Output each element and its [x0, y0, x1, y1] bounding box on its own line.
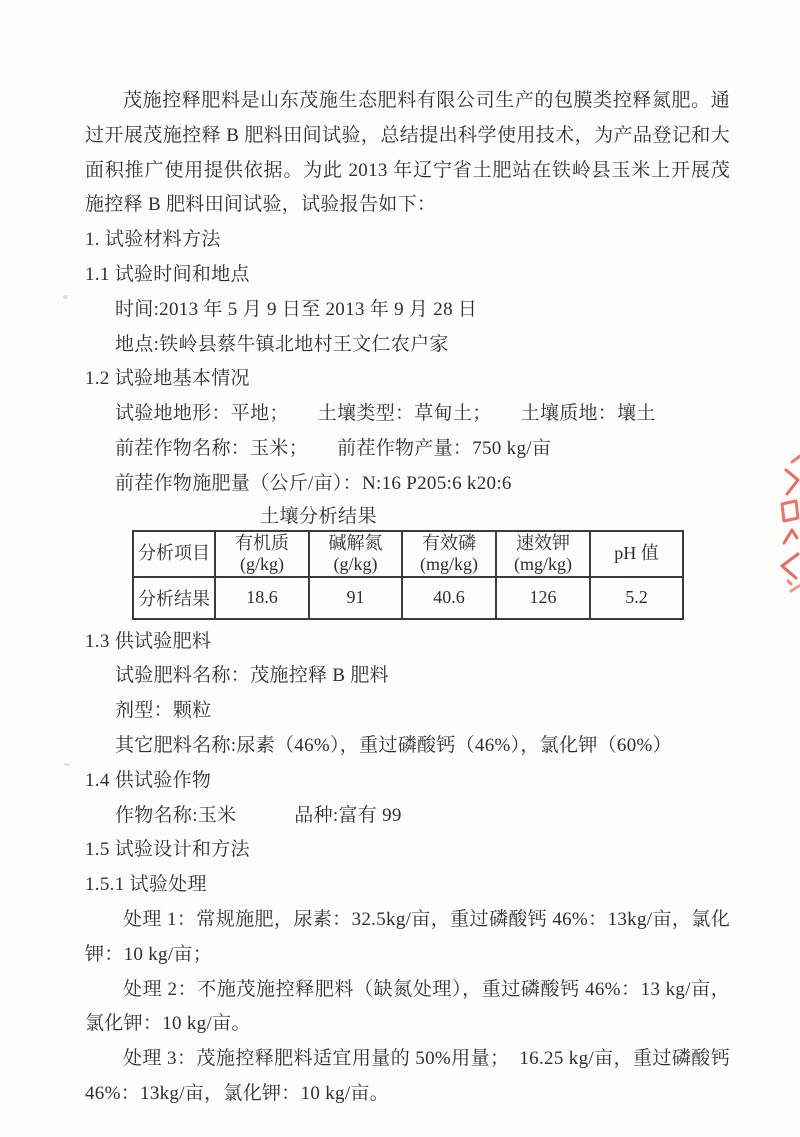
- header-unit: (mg/kg): [514, 553, 572, 574]
- value-ph: 5.2: [590, 577, 683, 619]
- line-previous-crop: 前茬作物名称：玉米； 前茬作物产量：750 kg/亩: [115, 437, 552, 459]
- red-stamp-fragment: [774, 448, 800, 598]
- line-fertilizer-name: 试验肥料名称：茂施控释 B 肥料: [115, 665, 389, 687]
- header-unit: (g/kg): [240, 553, 284, 574]
- header-unit: (g/kg): [333, 553, 378, 574]
- para-treatment-3: 处理 3：茂施控释肥料适宜用量的 50%用量； 16.25 kg/亩，重过磷酸钙 46%：13kg/亩，氯化钾：10 kg/亩。: [85, 1048, 730, 1104]
- heading-test-crop: 1.4 供试验作物: [85, 769, 212, 791]
- line-terrain-soil: 试验地地形：平地； 土壤类型：草甸土； 土壤质地：壤土: [115, 403, 656, 425]
- header-unit: (mg/kg): [420, 553, 478, 574]
- value-available-potassium: 126: [496, 577, 590, 619]
- heading-materials-methods: 1. 试验材料方法: [85, 229, 221, 251]
- para-treatment-1: 处理 1：常规施肥，尿素：32.5kg/亩，重过磷酸钙 46%：13kg/亩，氯化钾：10 kg/亩；: [85, 908, 730, 965]
- scan-speck: [63, 295, 68, 299]
- heading-test-fertilizer: 1.3 供试验肥料: [85, 630, 212, 652]
- table-header-row: [133, 531, 683, 577]
- line-trial-place: 地点:铁岭县蔡牛镇北地村王文仁农户家: [115, 333, 449, 355]
- heading-treatments: 1.5.1 试验处理: [85, 874, 207, 896]
- value-alkali-nitrogen: 91: [309, 577, 402, 619]
- header-label: 碱解氮: [328, 532, 383, 553]
- table-caption: 土壤分析结果: [260, 505, 378, 527]
- table-row: [133, 577, 683, 619]
- header-organic-matter: [215, 531, 309, 577]
- header-available-phosphorus: [402, 531, 496, 577]
- header-label: pH 值: [614, 543, 659, 564]
- header-label: 速效钾: [516, 532, 570, 553]
- row-label-cell: 分析结果: [133, 577, 215, 619]
- line-previous-fertilizer: 前茬作物施肥量（公斤/亩）：N:16 P205:6 k20:6: [115, 472, 512, 494]
- heading-design-method: 1.5 试验设计和方法: [85, 839, 250, 861]
- header-label: 分析项目: [138, 543, 210, 564]
- line-fertilizer-form: 剂型：颗粒: [115, 700, 212, 722]
- header-analysis-item: [133, 531, 215, 577]
- scan-speck: [64, 763, 70, 766]
- value-organic-matter: 18.6: [215, 577, 309, 619]
- para-treatment-2: 处理 2：不施茂施控释肥料（缺氮处理），重过磷酸钙 46%：13 kg/亩，氯化钾：10 kg/亩。: [85, 978, 730, 1035]
- header-label: 有效磷: [422, 532, 476, 553]
- header-alkali-nitrogen: [309, 531, 402, 577]
- header-ph: [590, 531, 683, 577]
- heading-site-conditions: 1.2 试验地基本情况: [85, 368, 250, 390]
- heading-time-place: 1.1 试验时间和地点: [85, 263, 250, 285]
- document-content: [85, 0, 730, 1112]
- header-available-potassium: [496, 531, 590, 577]
- header-label: 有机质: [235, 532, 289, 553]
- soil-analysis-table: [132, 530, 684, 620]
- intro-paragraph: 茂施控释肥料是山东茂施生态肥料有限公司生产的包膜类控释氮肥。通过开展茂施控释 B 肥料田间试验，总结提出科学使用技术，为产品登记和大面积推广使用提供依据。为此 2013 年辽宁省土肥站在铁岭县玉米上开展茂施控释 B 肥料田间试验，试验报告如下：: [85, 90, 730, 216]
- line-other-fertilizers: 其它肥料名称:尿素（46%），重过磷酸钙（46%），氯化钾（60%）: [115, 734, 672, 756]
- line-crop-variety: 作物名称:玉米 品种:富有 99: [115, 804, 402, 826]
- value-available-phosphorus: 40.6: [402, 577, 496, 619]
- line-trial-time: 时间:2013 年 5 月 9 日至 2013 年 9 月 28 日: [115, 298, 478, 320]
